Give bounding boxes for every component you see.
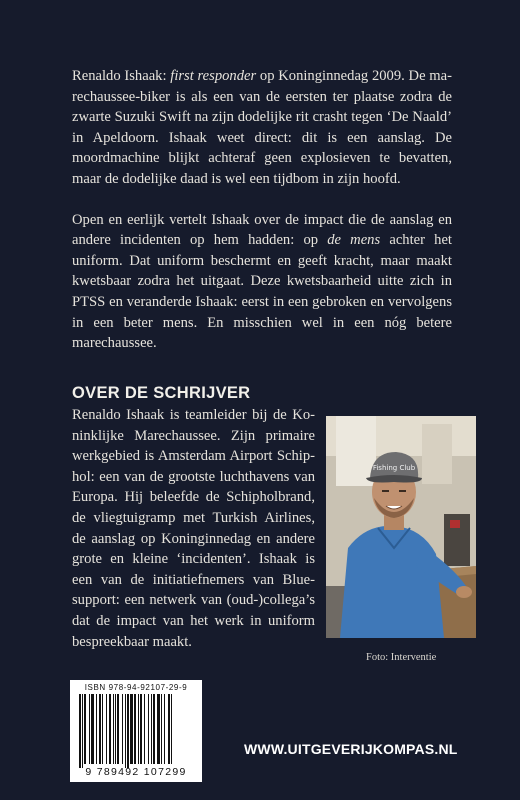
blurb-p2-emphasis: de mens	[327, 232, 381, 249]
blurb-p2-lead: Open en eerlijk vertelt Ishaak over de impact die de aanslag en andere incidenten op hem hadden: op	[72, 211, 452, 249]
barcode-bar	[109, 694, 111, 764]
barcode-bar	[130, 694, 133, 764]
barcode-bar	[113, 694, 114, 764]
barcode-bar	[102, 694, 103, 764]
cap-lettering: Fishing Club	[372, 464, 416, 472]
barcode-bar	[79, 694, 81, 768]
barcode-bar	[96, 694, 97, 764]
isbn-number: ISBN 978-94-92107-29-9	[84, 683, 188, 692]
barcode-bar	[148, 694, 149, 764]
back-cover-blurb	[72, 66, 452, 374]
blurb-p1-emphasis: first responder	[170, 68, 257, 84]
barcode-bar	[161, 694, 162, 764]
ean-digits: 9 789492 107299	[85, 766, 187, 778]
barcode-bar	[89, 694, 90, 764]
isbn-barcode	[70, 680, 202, 782]
barcode-bar	[127, 694, 129, 768]
photo-credit: Foto: Interventie	[366, 652, 437, 663]
barcode-bar	[151, 694, 152, 764]
barcode-bar	[91, 694, 94, 764]
author-photo-illustration	[326, 416, 476, 638]
blurb-p1-rest: op Koninginnedag 2009. De marechaussee-biker is als een van de eersten ter plaatse zodra de zwarte Suzuki Swift na zijn dodelijke rit crasht tegen ‘De Naald’ in Apeldoorn. Ishaak weet direct: dit is een aanslag. De moordmachine blijkt achteraf geen explosieven te bevatten, maar de dodelijke daad is wel een tijdbom in zijn hoofd.	[72, 68, 453, 187]
publisher-website[interactable]: WWW.UITGEVERIJKOMPAS.NL	[244, 741, 458, 757]
barcode-bar	[134, 694, 136, 764]
barcode-bar	[106, 694, 107, 764]
barcode-bar	[138, 694, 139, 764]
barcode-bar	[144, 694, 145, 764]
barcode-bar	[84, 694, 86, 764]
author-section-title: OVER DE SCHRIJVER	[72, 384, 251, 402]
barcode-bar	[140, 694, 142, 764]
barcode-bar	[171, 694, 172, 764]
barcode-bar	[122, 694, 123, 764]
barcode-bar	[164, 694, 165, 764]
barcode-bar	[125, 694, 126, 768]
blurb-paragraph-2	[72, 210, 452, 354]
barcode-bar	[117, 694, 119, 764]
barcode-bar	[99, 694, 101, 764]
author-photo	[326, 416, 476, 638]
blurb-p2-rest: achter het uniform. Dat uniform beschermt en geeft kracht, maar maakt kwetsbaar zodra het uitgaat. Deze kwetsbaarheid uitte zich in PTSS en veranderde Ishaak: eerst in een gebroken en vervolgens in een beter mens. En misschien wel in een nóg betere marechaussee.	[72, 232, 452, 352]
barcode-bar	[82, 694, 83, 768]
barcode-bar	[115, 694, 116, 764]
blurb-p1-lead: Renaldo Ishaak:	[72, 68, 171, 84]
barcode-bar	[153, 694, 155, 764]
blurb-paragraph-1	[72, 66, 452, 190]
barcode-bars	[79, 694, 193, 768]
barcode-bar	[157, 694, 160, 764]
barcode-bar	[168, 694, 170, 764]
author-bio: Renaldo Ishaak is teamleider bij de Koninklijke Marechaussee. Zijn primaire werkgebied is Amsterdam Airport Schiphol: een van de grootste luchthavens van Europa. Hij beleefde de Schipholbrand, de vliegtuigramp met Turkish Airlines, de aanslag op Koninginnedag en andere grote en kleine ‘incidenten’. Ishaak is een van de initiatiefnemers van Bluesupport: een netwerk van (oud-)collega’s dat de impact van het werk in uniform bespreekbaar maakt.	[72, 407, 315, 650]
